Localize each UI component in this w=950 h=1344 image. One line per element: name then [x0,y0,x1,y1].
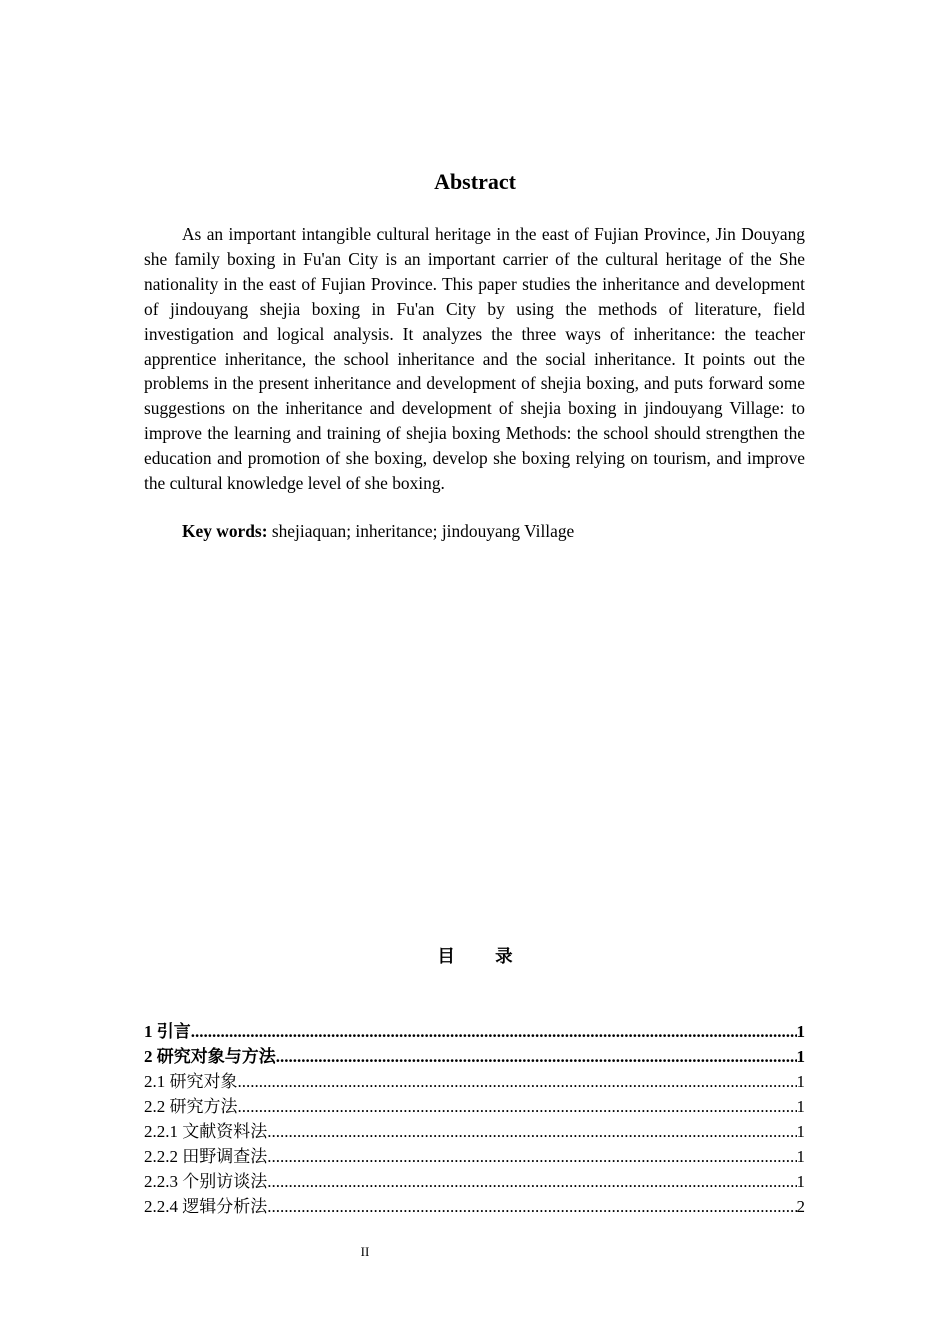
toc-dot-leader [276,1044,797,1069]
keywords-value: shejiaquan; inheritance; jindouyang Village [267,521,575,541]
page-number: II [360,1244,370,1259]
toc-dot-leader [238,1069,797,1094]
toc-dot-leader [267,1194,796,1219]
toc-entry-text: 2.1 研究对象 [144,1072,238,1091]
toc-entry[interactable] [144,1169,805,1194]
toc-dot-leader [238,1094,797,1119]
toc-entry-page: 2 [796,1197,805,1216]
keywords-label: Key words: [182,521,268,541]
toc-entry-text: 2.2.4 逻辑分析法 [144,1197,268,1216]
toc-entry-text: 2 研究对象与方法 [144,1047,276,1066]
toc-entry-text: 2.2 研究方法 [144,1097,238,1116]
toc-entry[interactable] [144,1019,805,1044]
toc-dot-leader [191,1019,797,1044]
toc-entry[interactable] [144,1144,805,1169]
toc-entry[interactable] [144,1194,805,1219]
toc-entry-page: 1 [796,1047,805,1066]
toc-entry[interactable] [144,1094,805,1119]
toc-entry-text: 2.2.3 个别访谈法 [144,1172,268,1191]
toc-entry[interactable] [144,1069,805,1094]
toc-dot-leader [267,1169,796,1194]
abstract-title: Abstract [434,169,516,194]
toc-title: 目 录 [437,946,531,966]
abstract-body: As an important intangible cultural heritage in the east of Fujian Province, Jin Douyang she family boxing in Fu'an City is an important carrier of the cultural heritage of the She nationality in the east of Fujian Province. This paper studies the inheritance and development of jindouyang shejia boxing in Fu'an City by using the methods of literature, field investigation and logical analysis. It analyzes the three ways of inheritance: the teacher apprentice inheritance, the school inheritance and the social inheritance. It points out the problems in the present inheritance and development of shejia boxing, and puts forward some suggestions on the inheritance and development of shejia boxing in jindouyang Village: to improve the learning and training of shejia boxing Methods: the school should strengthen the education and promotion of she boxing, develop she boxing relying on tourism, and improve the cultural knowledge level of she boxing. [144,224,805,494]
toc-dot-leader [267,1119,796,1144]
keywords-line [144,519,805,544]
toc-entry[interactable] [144,1119,805,1144]
toc-entry[interactable] [144,1044,805,1069]
toc-entry-page: 1 [796,1172,805,1191]
toc-entry-text: 2.2.1 文献资料法 [144,1122,268,1141]
toc-dot-leader [267,1144,796,1169]
toc-entry-page: 1 [796,1072,805,1091]
toc-entry-text: 1 引言 [144,1022,191,1041]
toc-entry-page: 1 [796,1147,805,1166]
toc-entry-page: 1 [796,1097,805,1116]
toc-entry-text: 2.2.2 田野调查法 [144,1147,268,1166]
table-of-contents [144,1019,805,1219]
toc-entry-page: 1 [796,1022,805,1041]
toc-entry-page: 1 [796,1122,805,1141]
